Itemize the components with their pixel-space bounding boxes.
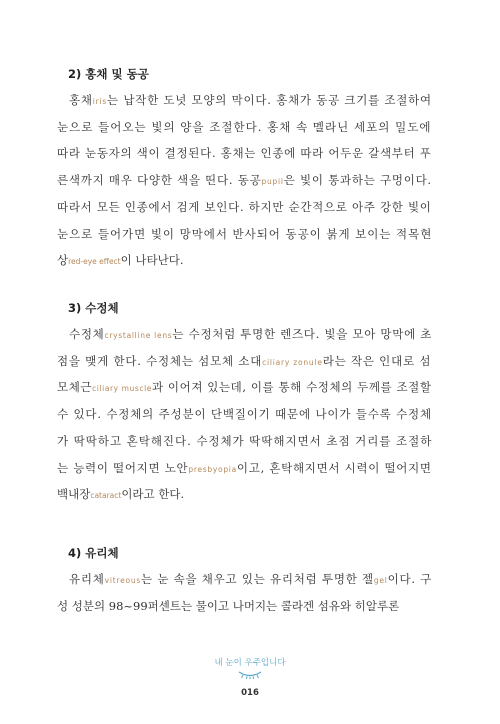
- text-run: 점을 맺게 한다. 수정체는 섬모체 소대: [57, 354, 263, 368]
- text-run: 른색까지 매우 다양한 색을 띤다. 동공: [57, 173, 262, 187]
- english-gloss: red-eye effect: [68, 257, 121, 266]
- text-run: 수 있다. 수정체의 주성분이 단백질이기 때문에 나이가 들수록 수정체: [57, 407, 432, 421]
- english-gloss: cataract: [90, 491, 122, 500]
- body-text-line: [57, 120, 432, 134]
- english-gloss: ciliary zonule: [262, 358, 323, 367]
- text-run: 눈으로 들어가면 빛이 망막에서 반사되어 동공이 붉게 보이는 적목현: [57, 227, 433, 241]
- text-run: 이라고 한다.: [121, 487, 185, 501]
- text-run: 따라 눈동자의 색이 결정된다. 홍채는 인종에 따라 어두운 갈색부터 푸: [57, 146, 432, 160]
- text-run: 는 눈 속을 채우고 있는 유리처럼 투명한 젤: [141, 572, 374, 586]
- english-gloss: iris: [92, 97, 108, 106]
- text-run: 라는 작은 인대로 섬: [322, 354, 432, 368]
- eye-lashes-icon: [236, 671, 264, 679]
- text-run: 유리체: [69, 572, 105, 586]
- text-run: 은 빛이 통과하는 구멍이다.: [283, 173, 432, 187]
- text-run: 이다. 구: [387, 572, 433, 586]
- english-gloss: pupil: [261, 177, 284, 186]
- body-text-line: [57, 146, 432, 160]
- body-text-line: [69, 572, 432, 588]
- body-text-line: [57, 461, 432, 477]
- english-gloss: gel: [373, 576, 388, 585]
- text-run: 는 능력이 떨어지면 노안: [57, 461, 189, 475]
- text-run: 이고, 혼탁해지면서 시력이 떨어지면: [236, 461, 432, 475]
- body-text-line: [57, 354, 431, 370]
- body-text-line: [57, 434, 432, 448]
- body-text-line: [69, 93, 432, 109]
- body-text-line: [57, 599, 399, 613]
- text-run: 는 수정처럼 투명한 렌즈다. 빛을 모아 망막에 초: [172, 327, 433, 341]
- english-gloss: crystalline lens: [104, 331, 173, 340]
- body-text-line: [57, 200, 432, 214]
- section-heading: 3) 수정체: [68, 301, 119, 315]
- text-run: 과 이어져 있는데, 이를 통해 수정체의 두께를 조절할: [151, 380, 432, 394]
- text-run: 성 성분의 98~99퍼센트는 물이고 나머지는 콜라겐 섬유와 히알루론: [57, 599, 400, 613]
- body-text-line: [57, 227, 432, 241]
- english-gloss: vitreous: [104, 576, 142, 585]
- text-run: 수정체: [69, 327, 105, 341]
- text-run: 홍채: [69, 93, 93, 107]
- book-title-footer: 내 눈이 우주입니다: [214, 658, 286, 668]
- text-run: 이 나타난다.: [120, 253, 184, 267]
- body-text-line: [57, 407, 432, 421]
- text-run: 모체근: [57, 380, 93, 394]
- section-heading: 2) 홍채 및 동공: [68, 67, 149, 81]
- english-gloss: ciliary muscle: [92, 384, 152, 393]
- page-number: 016: [241, 688, 259, 698]
- text-run: 가 딱딱하고 혼탁해진다. 수정체가 딱딱해지면서 초점 거리를 조절하: [57, 434, 433, 448]
- text-run: 는 납작한 도넛 모양의 막이다. 홍채가 동공 크기를 조절하여: [107, 93, 432, 107]
- body-text-line: [57, 380, 432, 396]
- body-text-line: [57, 487, 184, 503]
- body-text-line: [69, 327, 432, 343]
- english-gloss: presbyopia: [188, 465, 237, 474]
- text-run: 눈으로 들어오는 빛의 양을 조절한다. 홍채 속 멜라닌 세포의 밀도에: [57, 120, 432, 134]
- body-text-line: [57, 253, 183, 269]
- body-text-line: [57, 173, 432, 189]
- text-run: 백내장: [57, 487, 91, 501]
- text-run: 상: [57, 253, 69, 267]
- section-heading: 4) 유리체: [68, 546, 119, 560]
- text-run: 따라서 모든 인종에서 검게 보인다. 하지만 순간적으로 아주 강한 빛이: [57, 200, 432, 214]
